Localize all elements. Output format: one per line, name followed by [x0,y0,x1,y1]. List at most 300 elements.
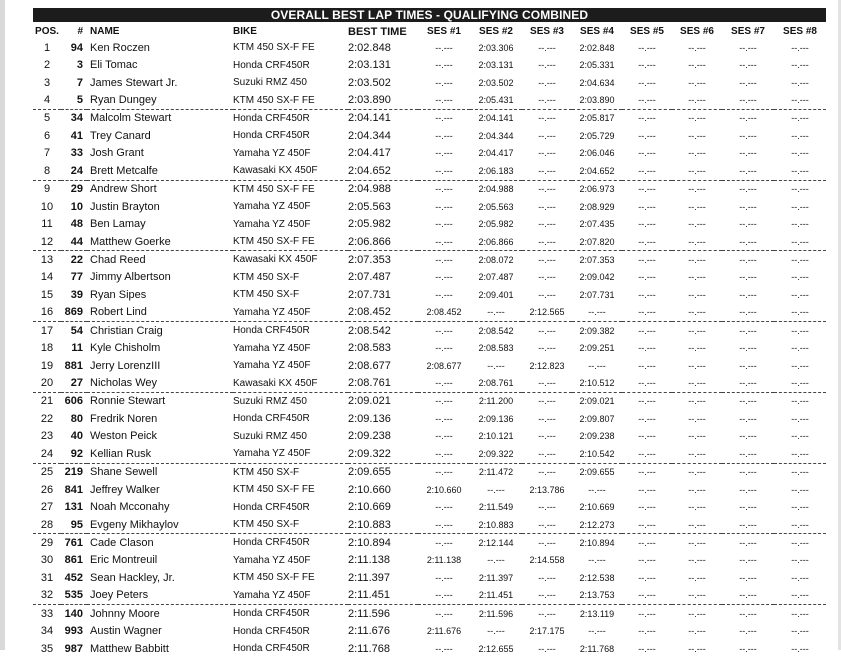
bike-model-cell: Yamaha YZ 450F [233,342,311,354]
rider-name-cell: Jeffrey Walker [90,483,160,496]
session-5-cell: --.--- [622,233,672,251]
session-1-cell: 2:08.677 [426,360,462,371]
session-4-cell: 2:03.890 [572,91,622,109]
session-7-cell: --.--- [739,42,757,53]
session-6-cell: --.--- [688,130,706,141]
best-time-cell: 2:04.344 [348,129,391,142]
table-row [33,622,826,639]
session-2-cell: 2:10.121 [478,431,514,442]
bike-model-cell: KTM 450 SX-F [233,271,300,283]
bike-number-cell: 452 [64,571,83,584]
session-6-cell: --.--- [688,289,706,300]
session-1-cell: --.--- [435,643,453,654]
session-4-cell: 2:06.046 [579,148,615,159]
position-cell: 27 [40,501,54,514]
bike-model-cell: KTM 450 SX-F FE [233,91,348,109]
position-cell: 12 [33,233,61,251]
column-header: SES #6 [680,26,714,37]
session-4-cell: 2:09.021 [579,396,615,407]
bike-number-cell: 22 [70,253,83,266]
column-header: SES #4 [580,26,614,37]
best-time-cell: 2:09.238 [348,430,391,443]
session-7-cell: --.--- [739,60,757,71]
best-time-cell: 2:04.417 [348,147,391,160]
bike-number-cell: 94 [70,41,83,54]
session-8-cell: --.--- [791,572,809,583]
bike-number-cell: 24 [61,162,87,180]
session-3-cell: --.--- [538,254,556,265]
position-cell: 34 [40,625,54,638]
session-7-cell: --.--- [739,219,757,230]
session-2-cell: --.--- [487,626,505,637]
session-2-cell: 2:11.397 [478,572,514,583]
table-row [33,552,826,569]
session-6-cell: --.--- [688,537,706,548]
session-8-cell: --.--- [791,413,809,424]
session-6-cell: --.--- [688,343,706,354]
best-time-cell: 2:11.138 [348,554,391,567]
session-2-cell: 2:03.502 [478,77,514,88]
rider-name-cell: Joey Peters [87,587,233,605]
session-3-cell: --.--- [538,343,556,354]
session-4-cell: 2:07.731 [579,289,615,300]
session-8-cell: --.--- [774,374,826,392]
session-8-cell: --.--- [791,626,809,637]
best-time-cell: 2:04.652 [348,162,418,180]
session-3-cell: --.--- [522,91,572,109]
session-7-cell: --.--- [722,162,774,180]
bike-model-cell: Suzuki RMZ 450 [233,430,307,442]
session-3-cell: --.--- [538,413,556,424]
table-row [33,269,826,286]
session-8-cell: --.--- [791,289,809,300]
bike-number-cell: 993 [64,625,83,638]
bike-number-cell: 761 [64,536,83,549]
session-6-cell: --.--- [672,233,722,251]
session-4-cell: --.--- [588,626,606,637]
session-2-cell: 2:11.200 [478,396,514,407]
rider-name-cell: Brett Metcalfe [87,162,233,180]
bike-model-cell: Honda CRF450R [233,325,310,337]
session-7-cell: --.--- [722,304,774,322]
position-cell: 32 [33,587,61,605]
session-4-cell: 2:07.353 [579,254,615,265]
table-row [33,605,826,623]
position-cell: 21 [40,395,54,408]
best-time-cell: 2:11.676 [348,625,391,638]
column-header: SES #7 [731,26,765,37]
session-1-cell: --.--- [435,502,453,513]
session-2-cell: 2:04.344 [478,130,514,141]
position-cell: 19 [40,359,54,372]
session-8-cell: --.--- [791,608,809,619]
session-7-cell: --.--- [722,445,774,463]
best-time-cell: 2:02.848 [348,41,391,54]
session-4-cell: 2:06.973 [579,184,615,195]
best-time-cell: 2:04.141 [348,112,391,125]
session-2-cell: 2:12.144 [478,537,514,548]
bike-number-cell: 39 [70,288,83,301]
session-7-cell: --.--- [739,360,757,371]
session-8-cell: --.--- [791,184,809,195]
position-cell: 9 [43,183,51,196]
session-6-cell: --.--- [688,608,706,619]
session-5-cell: --.--- [638,343,656,354]
session-5-cell: --.--- [622,162,672,180]
session-1-cell: --.--- [435,272,453,283]
session-7-cell: --.--- [722,587,774,605]
session-8-cell: --.--- [791,360,809,371]
bike-number-cell: 606 [64,395,83,408]
session-1-cell: --.--- [435,148,453,159]
rider-name-cell: Christian Craig [90,324,163,337]
rider-name-cell: Cade Clason [90,536,154,549]
rider-name-cell: Ronnie Stewart [90,395,166,408]
session-6-cell: --.--- [688,467,706,478]
bike-number-cell: 140 [64,607,83,620]
position-cell: 20 [33,374,61,392]
bike-model-cell: Suzuki RMZ 450 [233,395,307,407]
session-1-cell: --.--- [435,77,453,88]
session-2-cell: 2:06.866 [470,233,522,251]
bike-number-cell: 10 [70,200,83,213]
session-3-cell: --.--- [538,325,556,336]
bike-model-cell: Yamaha YZ 450F [233,147,311,159]
table-row [33,463,826,481]
position-cell: 28 [33,516,61,534]
bike-number-cell: 535 [61,587,87,605]
session-2-cell: --.--- [470,304,522,322]
session-5-cell: --.--- [638,77,656,88]
session-5-cell: --.--- [638,608,656,619]
session-4-cell: 2:09.382 [579,325,615,336]
session-3-cell: 2:13.786 [529,484,565,495]
session-7-cell: --.--- [739,254,757,265]
table-row [33,233,826,251]
best-time-cell: 2:10.660 [348,483,391,496]
session-3-cell: --.--- [538,396,556,407]
position-cell: 18 [40,342,54,355]
position-cell: 15 [40,288,54,301]
session-7-cell: --.--- [739,184,757,195]
bike-model-cell: Honda CRF450R [233,608,310,620]
bike-number-cell: 29 [70,183,83,196]
session-8-cell: --.--- [791,643,809,654]
session-7-cell: --.--- [722,374,774,392]
session-3-cell: --.--- [538,431,556,442]
session-4-cell: 2:13.753 [572,587,622,605]
position-cell: 23 [40,430,54,443]
rider-name-cell: James Stewart Jr. [90,76,178,89]
session-8-cell: --.--- [791,555,809,566]
session-4-cell: 2:10.512 [572,374,622,392]
session-2-cell: 2:11.451 [470,587,522,605]
session-7-cell: --.--- [739,272,757,283]
bike-number-cell: 77 [70,271,83,284]
table-row [33,180,826,198]
session-3-cell: --.--- [538,130,556,141]
table-row [33,481,826,498]
table-row [33,286,826,303]
column-header: SES #3 [530,26,564,37]
bike-model-cell: Honda CRF450R [233,625,310,637]
session-6-cell: --.--- [688,431,706,442]
table-row [33,322,826,340]
session-4-cell: 2:04.652 [572,162,622,180]
session-2-cell: 2:07.487 [478,272,514,283]
session-2-cell: --.--- [487,360,505,371]
column-header: BIKE [233,26,257,37]
session-8-cell: --.--- [774,304,826,322]
session-1-cell: --.--- [435,60,453,71]
position-cell: 5 [43,112,51,125]
session-3-cell: --.--- [538,113,556,124]
bike-number-cell: 27 [61,374,87,392]
bike-model-cell: Kawasaki KX 450F [233,162,348,180]
rider-name-cell: Ryan Sipes [90,288,147,301]
session-6-cell: --.--- [688,484,706,495]
session-1-cell: --.--- [435,343,453,354]
session-3-cell: 2:12.823 [529,360,565,371]
session-7-cell: --.--- [739,467,757,478]
best-time-cell: 2:03.502 [348,76,391,89]
session-4-cell: 2:12.273 [572,516,622,534]
rider-name-cell: Chad Reed [90,253,146,266]
session-2-cell: 2:04.141 [478,113,514,124]
session-4-cell: 2:05.331 [579,60,615,71]
rider-name-cell: Weston Peick [90,430,158,443]
session-4-cell: 2:04.634 [579,77,615,88]
session-6-cell: --.--- [688,42,706,53]
bike-number-cell: 33 [70,147,83,160]
bike-model-cell: Yamaha YZ 450F [233,360,311,372]
rider-name-cell: Johnny Moore [90,607,160,620]
session-1-cell: --.--- [435,201,453,212]
session-3-cell: --.--- [538,289,556,300]
session-3-cell: --.--- [538,608,556,619]
session-7-cell: --.--- [739,201,757,212]
session-3-cell: --.--- [538,201,556,212]
session-8-cell: --.--- [774,233,826,251]
session-5-cell: --.--- [638,537,656,548]
session-2-cell: 2:10.883 [470,516,522,534]
bike-number-cell: 40 [70,430,83,443]
table-row [33,534,826,552]
position-cell: 3 [43,76,51,89]
session-1-cell: --.--- [435,537,453,548]
session-6-cell: --.--- [672,91,722,109]
position-cell: 1 [43,41,51,54]
bike-model-cell: Yamaha YZ 450F [233,218,311,230]
session-7-cell: --.--- [739,502,757,513]
session-8-cell: --.--- [774,445,826,463]
session-8-cell: --.--- [791,484,809,495]
best-time-cell: 2:11.451 [348,587,418,605]
session-3-cell: --.--- [538,184,556,195]
session-5-cell: --.--- [638,42,656,53]
position-cell: 35 [40,642,54,655]
best-time-cell: 2:11.397 [348,571,391,584]
session-1-cell: --.--- [435,467,453,478]
bike-model-cell: Kawasaki KX 450F [233,374,348,392]
session-8-cell: --.--- [791,113,809,124]
position-cell: 29 [40,536,54,549]
session-3-cell: --.--- [538,467,556,478]
session-6-cell: --.--- [688,325,706,336]
table-row [33,357,826,374]
rider-name-cell: Matthew Goerke [87,233,233,251]
best-time-cell: 2:08.583 [348,342,391,355]
session-8-cell: --.--- [791,343,809,354]
session-7-cell: --.--- [739,396,757,407]
session-7-cell: --.--- [739,643,757,654]
table-row [33,445,826,463]
session-6-cell: --.--- [688,626,706,637]
column-header: # [77,26,83,37]
session-2-cell: 2:06.183 [470,162,522,180]
session-5-cell: --.--- [638,484,656,495]
session-6-cell: --.--- [688,643,706,654]
bike-model-cell: KTM 450 SX-F FE [233,484,315,496]
session-4-cell: 2:09.042 [579,272,615,283]
session-2-cell: 2:08.761 [470,374,522,392]
column-header: POS. [35,26,59,37]
session-8-cell: --.--- [791,431,809,442]
session-1-cell: --.--- [418,445,470,463]
bike-model-cell: Yamaha YZ 450F [233,304,348,322]
table-row [33,569,826,586]
session-8-cell: --.--- [791,467,809,478]
session-4-cell: 2:05.729 [579,130,615,141]
rider-name-cell: Kyle Chisholm [90,342,161,355]
session-4-cell: 2:09.251 [579,343,615,354]
session-5-cell: --.--- [638,201,656,212]
session-5-cell: --.--- [638,396,656,407]
session-4-cell: 2:12.538 [579,572,615,583]
position-cell: 14 [40,271,54,284]
session-2-cell: 2:08.072 [478,254,514,265]
session-7-cell: --.--- [739,289,757,300]
session-3-cell: --.--- [538,77,556,88]
session-8-cell: --.--- [791,201,809,212]
rider-name-cell: Sean Hackley, Jr. [90,571,175,584]
session-6-cell: --.--- [688,77,706,88]
bike-number-cell: 11 [71,342,83,355]
session-4-cell: 2:05.817 [579,113,615,124]
column-header: SES #2 [479,26,513,37]
session-1-cell: --.--- [418,587,470,605]
table-row [33,74,826,91]
position-cell: 31 [40,571,54,584]
session-7-cell: --.--- [739,343,757,354]
session-4-cell: 2:11.768 [579,643,615,654]
session-6-cell: --.--- [688,201,706,212]
session-8-cell: --.--- [791,254,809,265]
session-5-cell: --.--- [638,431,656,442]
bike-number-cell: 7 [76,76,83,89]
session-5-cell: --.--- [638,148,656,159]
session-1-cell: --.--- [435,113,453,124]
session-4-cell: --.--- [588,360,606,371]
session-6-cell: --.--- [688,396,706,407]
session-5-cell: --.--- [638,219,656,230]
table-row [33,304,826,322]
bike-model-cell: Honda CRF450R [233,643,310,655]
table-row [33,162,826,180]
position-cell: 13 [40,253,54,266]
session-3-cell: --.--- [522,445,572,463]
session-6-cell: --.--- [688,572,706,583]
session-8-cell: --.--- [774,91,826,109]
rider-name-cell: Ryan Dungey [87,91,233,109]
rider-name-cell: Nicholas Wey [87,374,233,392]
column-header: SES #8 [783,26,817,37]
session-1-cell: --.--- [435,219,453,230]
session-2-cell: 2:11.596 [478,608,514,619]
session-4-cell: 2:09.807 [579,413,615,424]
position-cell: 11 [41,218,53,231]
session-7-cell: --.--- [739,484,757,495]
session-7-cell: --.--- [722,516,774,534]
rider-name-cell: Ben Lamay [90,218,146,231]
table-row [33,374,826,392]
session-7-cell: --.--- [739,77,757,88]
session-2-cell: 2:04.988 [478,184,514,195]
session-8-cell: --.--- [791,219,809,230]
session-8-cell: --.--- [774,162,826,180]
session-1-cell: --.--- [435,42,453,53]
bike-model-cell: Kawasaki KX 450F [233,254,318,266]
session-5-cell: --.--- [638,413,656,424]
session-3-cell: --.--- [538,272,556,283]
session-6-cell: --.--- [688,413,706,424]
session-7-cell: --.--- [722,233,774,251]
table-row [33,251,826,269]
bike-number-cell: 3 [76,59,83,72]
session-5-cell: --.--- [638,272,656,283]
session-5-cell: --.--- [638,555,656,566]
session-3-cell: --.--- [538,537,556,548]
session-3-cell: --.--- [538,572,556,583]
session-2-cell: --.--- [487,484,505,495]
best-time-cell: 2:08.677 [348,359,391,372]
session-3-cell: --.--- [522,233,572,251]
session-1-cell: --.--- [435,130,453,141]
session-7-cell: --.--- [739,608,757,619]
best-time-cell: 2:08.452 [348,304,418,322]
table-row [33,109,826,127]
rider-name-cell: Kellian Rusk [87,445,233,463]
session-5-cell: --.--- [638,60,656,71]
best-time-cell: 2:09.136 [348,412,391,425]
session-5-cell: --.--- [638,360,656,371]
rider-name-cell: Josh Grant [90,147,144,160]
session-6-cell: --.--- [688,254,706,265]
session-5-cell: --.--- [638,643,656,654]
session-8-cell: --.--- [791,130,809,141]
table-row [33,339,826,356]
session-3-cell: --.--- [538,643,556,654]
bike-number-cell: 881 [64,359,83,372]
rider-name-cell: Eric Montreuil [90,554,158,567]
session-1-cell: --.--- [435,254,453,265]
session-1-cell: --.--- [418,91,470,109]
left-window-edge [0,0,5,650]
session-7-cell: --.--- [739,113,757,124]
session-5-cell: --.--- [638,113,656,124]
session-7-cell: --.--- [739,572,757,583]
session-1-cell: 2:11.676 [426,626,462,637]
